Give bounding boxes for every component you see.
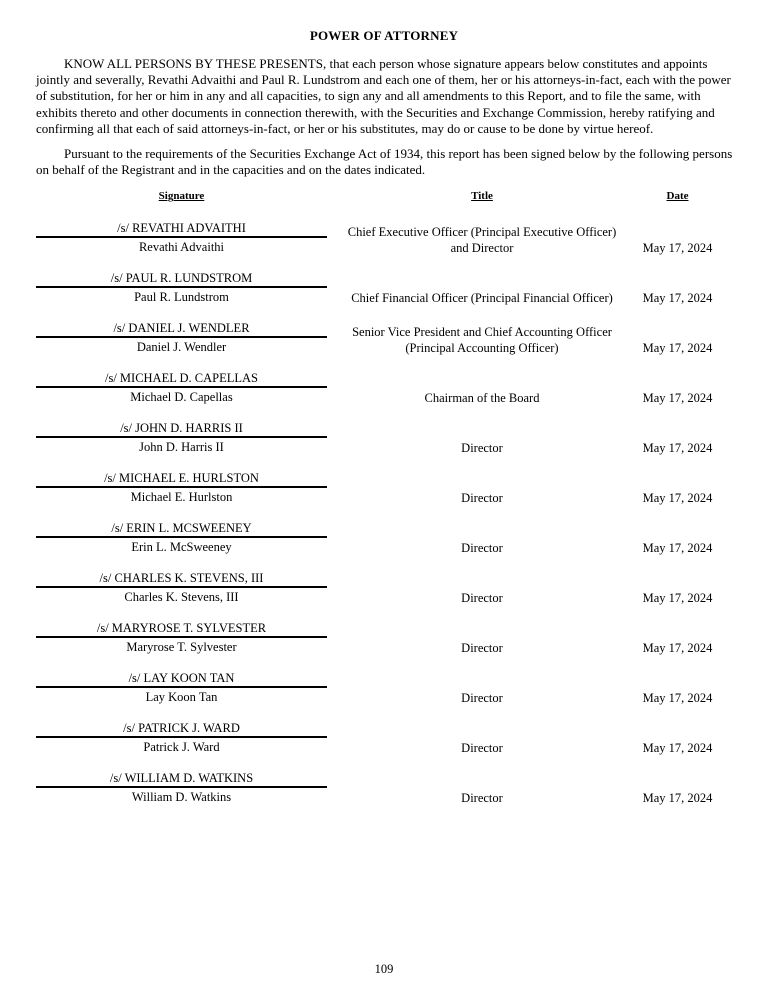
date-column-header: Date <box>666 190 689 203</box>
signer-title-cell <box>327 256 637 306</box>
signature-cell <box>36 556 327 606</box>
signer-title-line1: Director <box>461 491 503 506</box>
signature-column-header-cell <box>36 190 327 206</box>
signer-title-cell <box>327 656 637 706</box>
signature-row <box>36 656 718 706</box>
signing-date: May 17, 2024 <box>642 441 713 456</box>
signer-title-cell <box>327 606 637 656</box>
signing-date: May 17, 2024 <box>642 491 713 506</box>
signer-title-cell <box>327 756 637 806</box>
signer-printed-name: Michael E. Hurlston <box>130 490 233 505</box>
signature-row <box>36 556 718 606</box>
signature-line: /s/ WILLIAM D. WATKINS <box>36 770 327 788</box>
title-column-header-cell <box>327 190 637 206</box>
signer-title-line1: Director <box>461 441 503 456</box>
signer-printed-name: Lay Koon Tan <box>145 690 218 705</box>
signer-title-cell <box>327 406 637 456</box>
signer-printed-name: Maryrose T. Sylvester <box>126 640 237 655</box>
signing-date: May 17, 2024 <box>642 691 713 706</box>
signature-line: /s/ CHARLES K. STEVENS, III <box>36 570 327 588</box>
signer-printed-name: Daniel J. Wendler <box>136 340 227 355</box>
signer-printed-name: Patrick J. Ward <box>143 740 220 755</box>
signature-line: /s/ ERIN L. MCSWEENEY <box>36 520 327 538</box>
signer-title-cell <box>327 306 637 356</box>
pursuant-paragraph: Pursuant to the requirements of the Securities Exchange Act of 1934, this report has been signed below by the following persons on behalf of the Registrant and in the capacities and on the dates indicated. <box>36 146 733 178</box>
signature-cell <box>36 206 327 256</box>
signer-printed-name: Charles K. Stevens, III <box>124 590 239 605</box>
signer-title-cell <box>327 356 637 406</box>
signer-printed-name: William D. Watkins <box>131 790 232 805</box>
signature-row <box>36 606 718 656</box>
signing-date: May 17, 2024 <box>642 391 713 406</box>
signing-date: May 17, 2024 <box>642 791 713 806</box>
signature-row <box>36 306 718 356</box>
signature-row <box>36 406 718 456</box>
signature-cell <box>36 756 327 806</box>
signer-title-line2: (Principal Accounting Officer) <box>405 341 559 356</box>
signer-title-line1: Director <box>461 741 503 756</box>
signer-title-cell <box>327 506 637 556</box>
signature-line: /s/ LAY KOON TAN <box>36 670 327 688</box>
signing-date: May 17, 2024 <box>642 241 713 256</box>
signing-date: May 17, 2024 <box>642 741 713 756</box>
signer-title-line1: Director <box>461 791 503 806</box>
page-number: 109 <box>374 962 394 976</box>
signer-title-cell <box>327 706 637 756</box>
signer-title-line1: Director <box>461 591 503 606</box>
signer-title-line1: Senior Vice President and Chief Accounting Officer <box>352 325 612 340</box>
signature-cell <box>36 456 327 506</box>
signature-table <box>36 190 718 806</box>
signer-title-cell <box>327 556 637 606</box>
date-column-header-cell <box>637 190 718 206</box>
signer-title-line2: and Director <box>450 241 514 256</box>
signature-line: /s/ REVATHI ADVAITHI <box>36 220 327 238</box>
table-header-row <box>36 190 718 206</box>
signature-cell <box>36 306 327 356</box>
signature-column-header: Signature <box>158 190 205 203</box>
signer-title-cell <box>327 456 637 506</box>
signer-title-line1: Director <box>461 541 503 556</box>
signer-title-line1: Chairman of the Board <box>424 391 540 406</box>
signer-printed-name: John D. Harris II <box>139 440 224 455</box>
signature-row <box>36 206 718 256</box>
signature-line: /s/ MARYROSE T. SYLVESTER <box>36 620 327 638</box>
signature-row <box>36 356 718 406</box>
signature-line: /s/ PAUL R. LUNDSTROM <box>36 270 327 288</box>
signature-row <box>36 706 718 756</box>
signing-date: May 17, 2024 <box>642 591 713 606</box>
poa-declaration-paragraph: KNOW ALL PERSONS BY THESE PRESENTS, that each person whose signature appears below constitutes and appoints jointly and severally, Revathi Advaithi and Paul R. Lundstrom and each one of them, her or his attorneys-in-fact, each with the power of substitution, for her or him in any and all capacities, to sign any and all amendments to this Report, and to file the same, with exhibits thereto and other documents in connection therewith, with the Securities and Exchange Commission, hereby ratifying and confirming all that each of said attorneys-in-fact, or her or his substitutes, may do or cause to be done by virtue hereof. <box>36 56 731 136</box>
signature-cell <box>36 606 327 656</box>
signature-cell <box>36 406 327 456</box>
signer-title-line1: Chief Executive Officer (Principal Executive Officer) <box>347 225 617 240</box>
signer-printed-name: Erin L. McSweeney <box>131 540 232 555</box>
signer-printed-name: Revathi Advaithi <box>138 240 225 255</box>
signer-title-line1: Director <box>461 691 503 706</box>
signing-date: May 17, 2024 <box>642 291 713 306</box>
document-title: POWER OF ATTORNEY <box>309 28 459 43</box>
signature-cell <box>36 256 327 306</box>
signer-title-line1: Chief Financial Officer (Principal Financial Officer) <box>351 291 613 306</box>
signature-row <box>36 756 718 806</box>
signature-line: /s/ MICHAEL D. CAPELLAS <box>36 370 327 388</box>
signature-line: /s/ DANIEL J. WENDLER <box>36 320 327 338</box>
signature-line: /s/ JOHN D. HARRIS II <box>36 420 327 438</box>
signature-cell <box>36 356 327 406</box>
signature-cell <box>36 706 327 756</box>
signer-title-line1: Director <box>461 641 503 656</box>
signer-printed-name: Michael D. Capellas <box>130 390 233 405</box>
signature-cell <box>36 656 327 706</box>
signature-line: /s/ PATRICK J. WARD <box>36 720 327 738</box>
signature-cell <box>36 506 327 556</box>
signature-row <box>36 506 718 556</box>
signer-printed-name: Paul R. Lundstrom <box>134 290 229 305</box>
signature-line: /s/ MICHAEL E. HURLSTON <box>36 470 327 488</box>
signature-row <box>36 256 718 306</box>
title-column-header: Title <box>471 190 493 203</box>
signing-date: May 17, 2024 <box>642 541 713 556</box>
signature-row <box>36 456 718 506</box>
signing-date: May 17, 2024 <box>642 341 713 356</box>
signing-date: May 17, 2024 <box>642 641 713 656</box>
signer-title-cell <box>327 206 637 256</box>
